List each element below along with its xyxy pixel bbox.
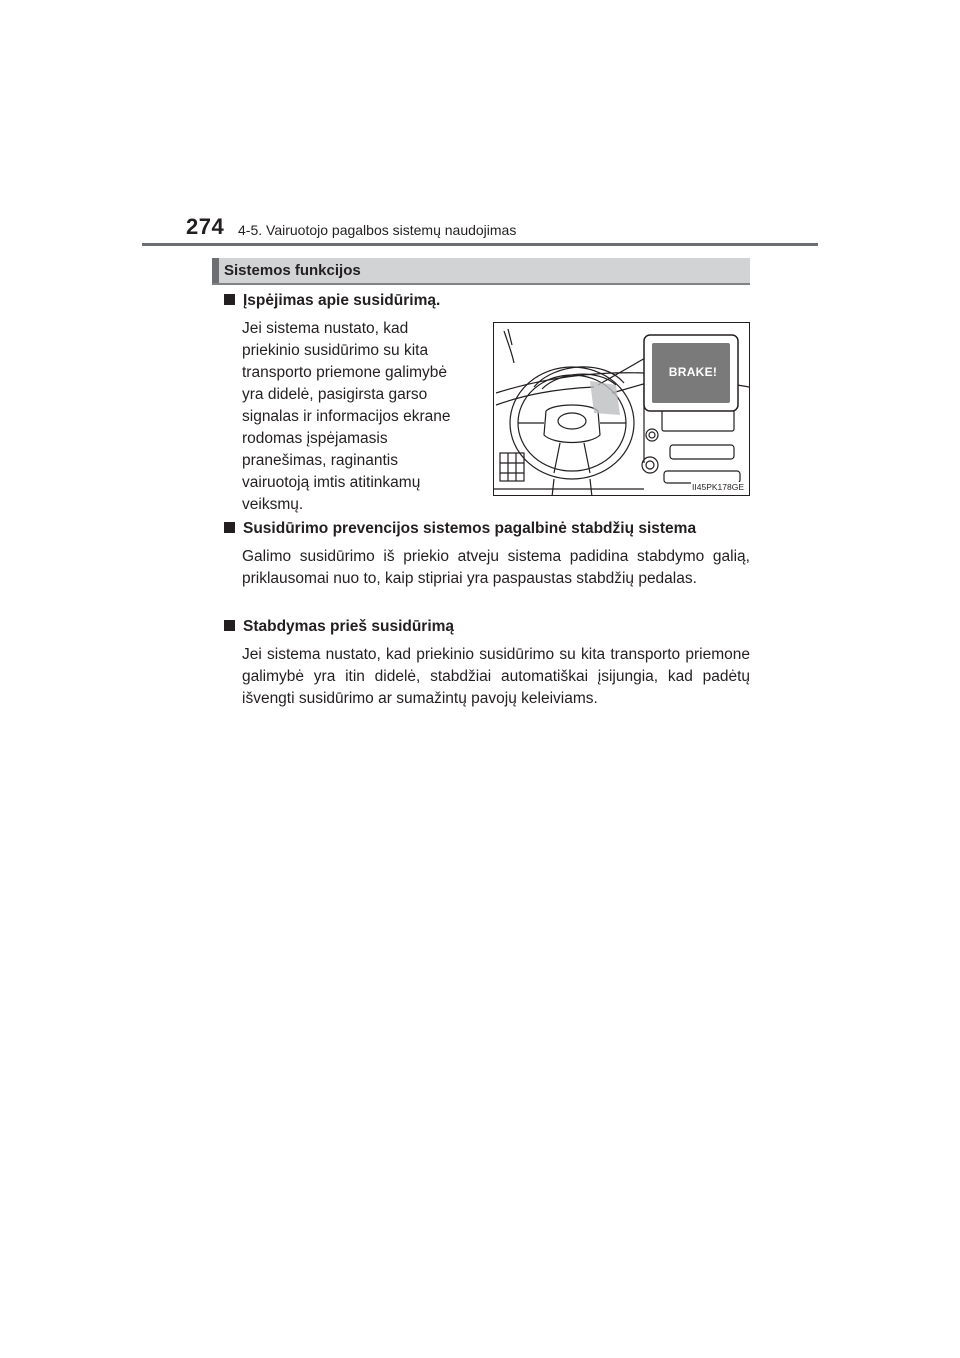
item-heading-text: Įspėjimas apie susidūrimą. xyxy=(243,292,441,309)
item-heading-pre-collision-braking xyxy=(224,618,454,636)
item-heading-collision-warning xyxy=(224,292,440,310)
section-bar-accent xyxy=(212,258,219,283)
section-title: Sistemos funkcijos xyxy=(224,262,361,279)
running-head: 4-5. Vairuotojo pagalbos sistemų naudojimas xyxy=(238,222,517,238)
section-title-bar xyxy=(212,258,750,285)
square-bullet-icon xyxy=(224,522,235,533)
page-number: 274 xyxy=(186,214,225,239)
item-heading-text: Susidūrimo prevencijos sistemos pagalbinė stabdžių sistema xyxy=(243,520,697,537)
item-text-pre-collision-braking: Jei sistema nustato, kad priekinio susidūrimo su kita transporto priemone galimybė yra itin didelė, stabdžiai automatiškai įsijungia, kad padėtų išvengti susidūrimo ar sumažintų pavojų keleiviams. xyxy=(242,646,750,707)
dashboard-drawing xyxy=(494,323,750,496)
figure-code: II45PK178GE xyxy=(692,482,744,492)
item-heading-brake-assist xyxy=(224,520,696,538)
item-text-collision-warning: Jei sistema nustato, kad priekinio susidūrimo su kita transporto priemone galimybė yra didelė, pasigirsta garso signalas ir informacijos ekrane rodomas įspėjamasis pranešimas, raginantis vairuotoją imtis atitinkamų veiksmų. xyxy=(242,320,451,513)
item-text-brake-assist: Galimo susidūrimo iš priekio atveju sistema padidina stabdymo galią, priklausomai nuo to, kaip stipriai yra paspaustas stabdžių pedalas. xyxy=(242,548,750,587)
square-bullet-icon xyxy=(224,294,235,305)
brake-warning-text: BRAKE! xyxy=(668,365,718,379)
item-heading-text: Stabdymas prieš susidūrimą xyxy=(243,618,455,635)
dashboard-illustration xyxy=(493,322,750,496)
square-bullet-icon xyxy=(224,620,235,631)
header-rule xyxy=(142,243,818,246)
